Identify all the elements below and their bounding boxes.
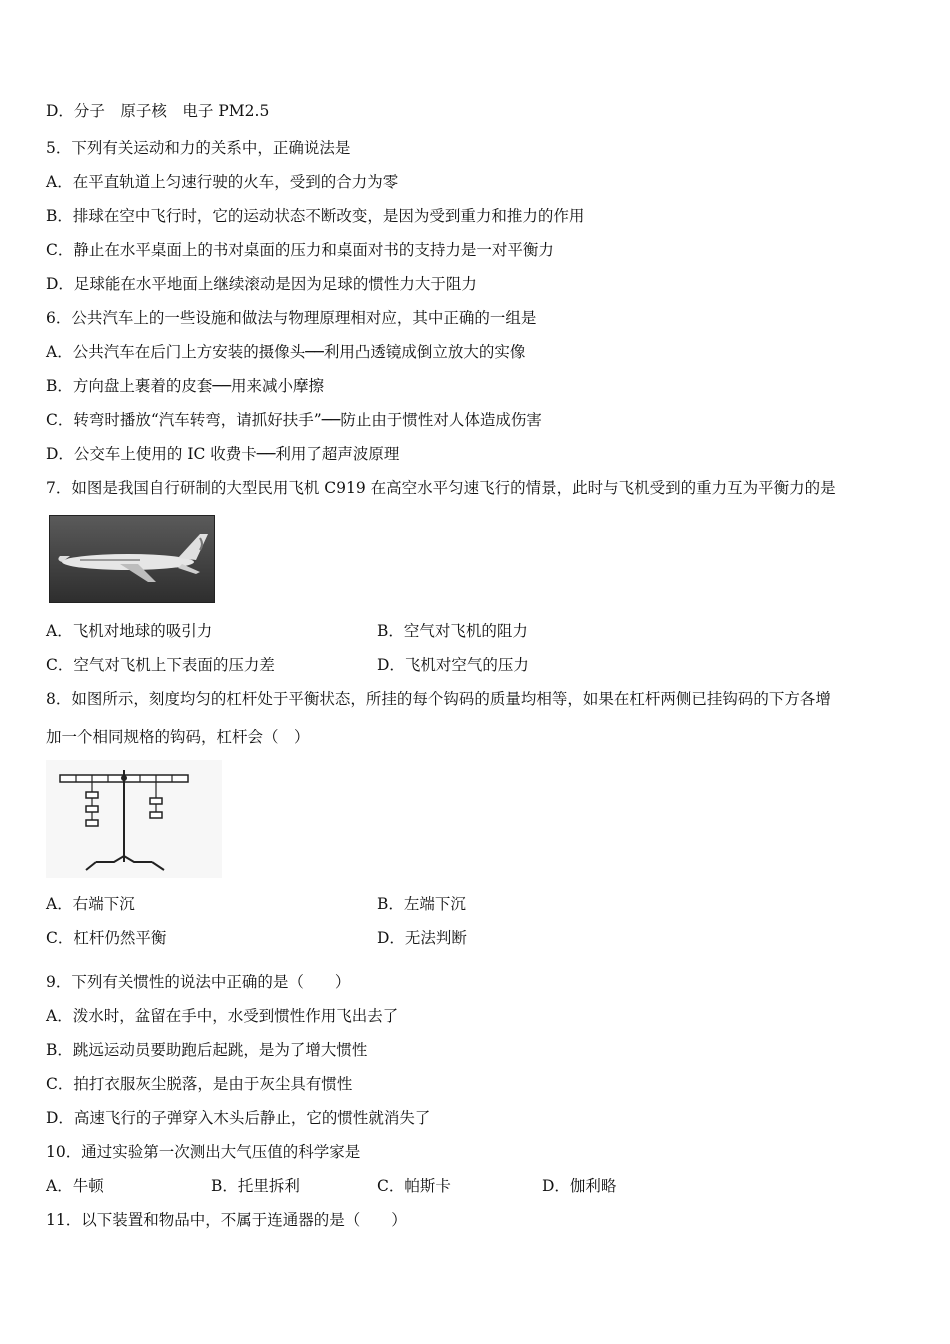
q5-stem: 5．下列有关运动和力的关系中，正确说法是 [46, 139, 351, 157]
q8-option-a: A．右端下沉 [46, 895, 135, 913]
q8-stem-line2: 加一个相同规格的钩码，杠杆会（ ） [46, 728, 310, 746]
q8-option-c: C．杠杆仍然平衡 [46, 929, 167, 947]
q10-option-c: C．帕斯卡 [377, 1177, 451, 1195]
q7-option-d: D．飞机对空气的压力 [377, 656, 529, 674]
q9-option-d: D．高速飞行的子弹穿入木头后静止，它的惯性就消失了 [46, 1109, 431, 1127]
q9-option-c: C．拍打衣服灰尘脱落，是由于灰尘具有惯性 [46, 1075, 353, 1093]
q6-option-b: B．方向盘上裹着的皮套──用来减小摩擦 [46, 377, 325, 395]
q6-option-a: A．公共汽车在后门上方安装的摄像头──利用凸透镜成倒立放大的实像 [46, 343, 526, 361]
q8-option-b: B．左端下沉 [377, 895, 466, 913]
q6-option-c: C．转弯时播放“汽车转弯，请抓好扶手”──防止由于惯性对人体造成伤害 [46, 411, 542, 429]
q5-option-c: C．静止在水平桌面上的书对桌面的压力和桌面对书的支持力是一对平衡力 [46, 241, 554, 259]
q5-option-a: A．在平直轨道上匀速行驶的火车，受到的合力为零 [46, 173, 399, 191]
q9-option-b: B．跳远运动员要助跑后起跳，是为了增大惯性 [46, 1041, 368, 1059]
q7-option-b: B．空气对飞机的阻力 [377, 622, 528, 640]
q7-stem: 7．如图是我国自行研制的大型民用飞机 C919 在高空水平匀速飞行的情景，此时与飞机受到的重力互为平衡力的是 [46, 479, 836, 497]
q9-option-a: A．泼水时，盆留在手中，水受到惯性作用飞出去了 [46, 1007, 399, 1025]
q10-option-a: A．牛顿 [46, 1177, 104, 1195]
q6-option-d: D．公交车上使用的 IC 收费卡──利用了超声波原理 [46, 445, 400, 463]
airplane-icon [50, 516, 214, 602]
lever-icon [46, 760, 222, 878]
q10-stem: 10．通过实验第一次测出大气压值的科学家是 [46, 1143, 361, 1161]
q4-option-d: D．分子 原子核 电子 PM2.5 [46, 102, 270, 120]
q5-option-d: D．足球能在水平地面上继续滚动是因为足球的惯性力大于阻力 [46, 275, 477, 293]
lever-diagram [46, 760, 222, 878]
q10-option-d: D．伽利略 [542, 1177, 617, 1195]
q6-stem: 6．公共汽车上的一些设施和做法与物理原理相对应，其中正确的一组是 [46, 309, 537, 327]
q7-option-a: A．飞机对地球的吸引力 [46, 622, 213, 640]
q8-stem-line1: 8．如图所示，刻度均匀的杠杆处于平衡状态，所挂的每个钩码的质量均相等，如果在杠杆两侧已挂钩码的下方各增 [46, 690, 831, 708]
q10-option-b: B．托里拆利 [211, 1177, 300, 1195]
q5-option-b: B．排球在空中飞行时，它的运动状态不断改变，是因为受到重力和推力的作用 [46, 207, 585, 225]
airplane-photo [49, 515, 215, 603]
q7-option-c: C．空气对飞机上下表面的压力差 [46, 656, 275, 674]
q11-stem: 11．以下装置和物品中，不属于连通器的是（ ） [46, 1211, 407, 1229]
q9-stem: 9．下列有关惯性的说法中正确的是（ ） [46, 973, 351, 991]
q8-option-d: D．无法判断 [377, 929, 467, 947]
